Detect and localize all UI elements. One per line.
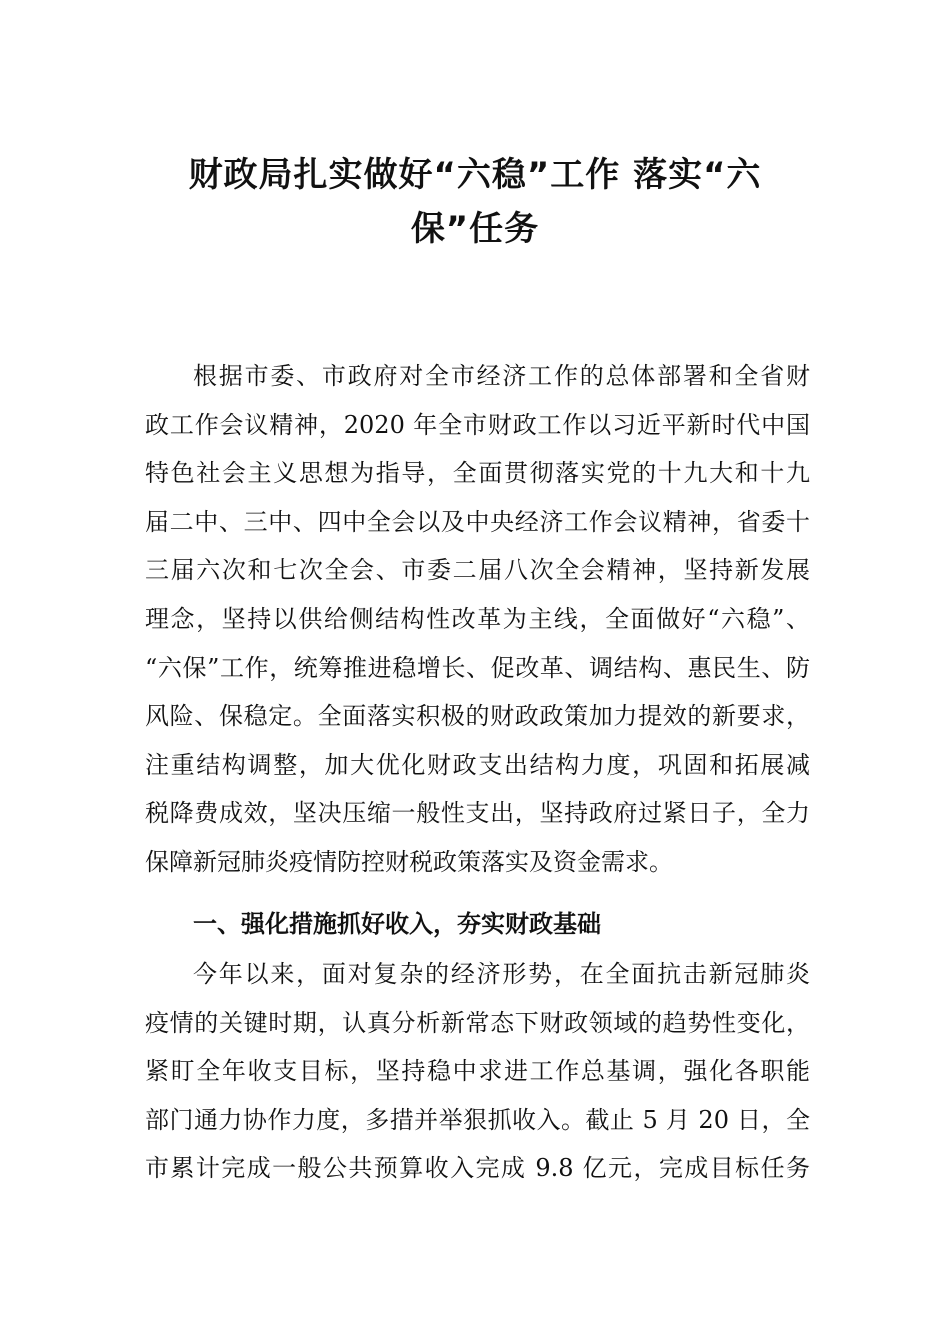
paragraph-line: 注重结构调整，加大优化财政支出结构力度，巩固和拓展减: [145, 750, 810, 779]
title-line: 财政局扎实做好“六稳”工作 落实“六: [188, 155, 762, 195]
paragraph-line: 疫情的关键时期，认真分析新常态下财政领域的趋势性变化，: [145, 1008, 810, 1037]
paragraph-line: “六保”工作，统筹推进稳增长、促改革、调结构、惠民生、防: [145, 653, 810, 682]
paragraph-line: 税降费成效，坚决压缩一般性支出，坚持政府过紧日子，全力: [145, 799, 810, 828]
paragraph-line: 根据市委、市政府对全市经济工作的总体部署和全省财: [193, 362, 810, 390]
paragraph-intro: [145, 352, 810, 887]
paragraph-line: 理念，坚持以供给侧结构性改革为主线，全面做好“六稳”、: [145, 604, 810, 633]
document-title: [140, 148, 810, 256]
paragraph-line: 市累计完成一般公共预算收入完成 9.8 亿元，完成目标任务: [145, 1154, 810, 1183]
section-heading: 一、强化措施抓好收入，夯实财政基础: [193, 910, 601, 938]
paragraph-line: 届二中、三中、四中全会以及中央经济工作会议精神，省委十: [145, 507, 810, 536]
paragraph-line: 三届六次和七次全会、市委二届八次全会精神，坚持新发展: [145, 556, 810, 585]
paragraph-line: 部门通力协作力度，多措并举狠抓收入。截止 5 月 20 日，全: [145, 1105, 810, 1134]
paragraph-line: 特色社会主义思想为指导，全面贯彻落实党的十九大和十九: [145, 459, 810, 488]
paragraph-line: 风险、保稳定。全面落实积极的财政政策加力提效的新要求，: [145, 702, 810, 731]
paragraph-revenue: [145, 950, 810, 1193]
title-line: 保”任务: [410, 209, 540, 249]
paragraph-line: 紧盯全年收支目标，坚持稳中求进工作总基调，强化各职能: [145, 1057, 810, 1086]
paragraph-line: 今年以来，面对复杂的经济形势，在全面抗击新冠肺炎: [193, 960, 810, 988]
paragraph-line: 政工作会议精神，2020 年全市财政工作以习近平新时代中国: [145, 410, 810, 439]
paragraph-line: 保障新冠肺炎疫情防控财税政策落实及资金需求。: [145, 847, 673, 876]
